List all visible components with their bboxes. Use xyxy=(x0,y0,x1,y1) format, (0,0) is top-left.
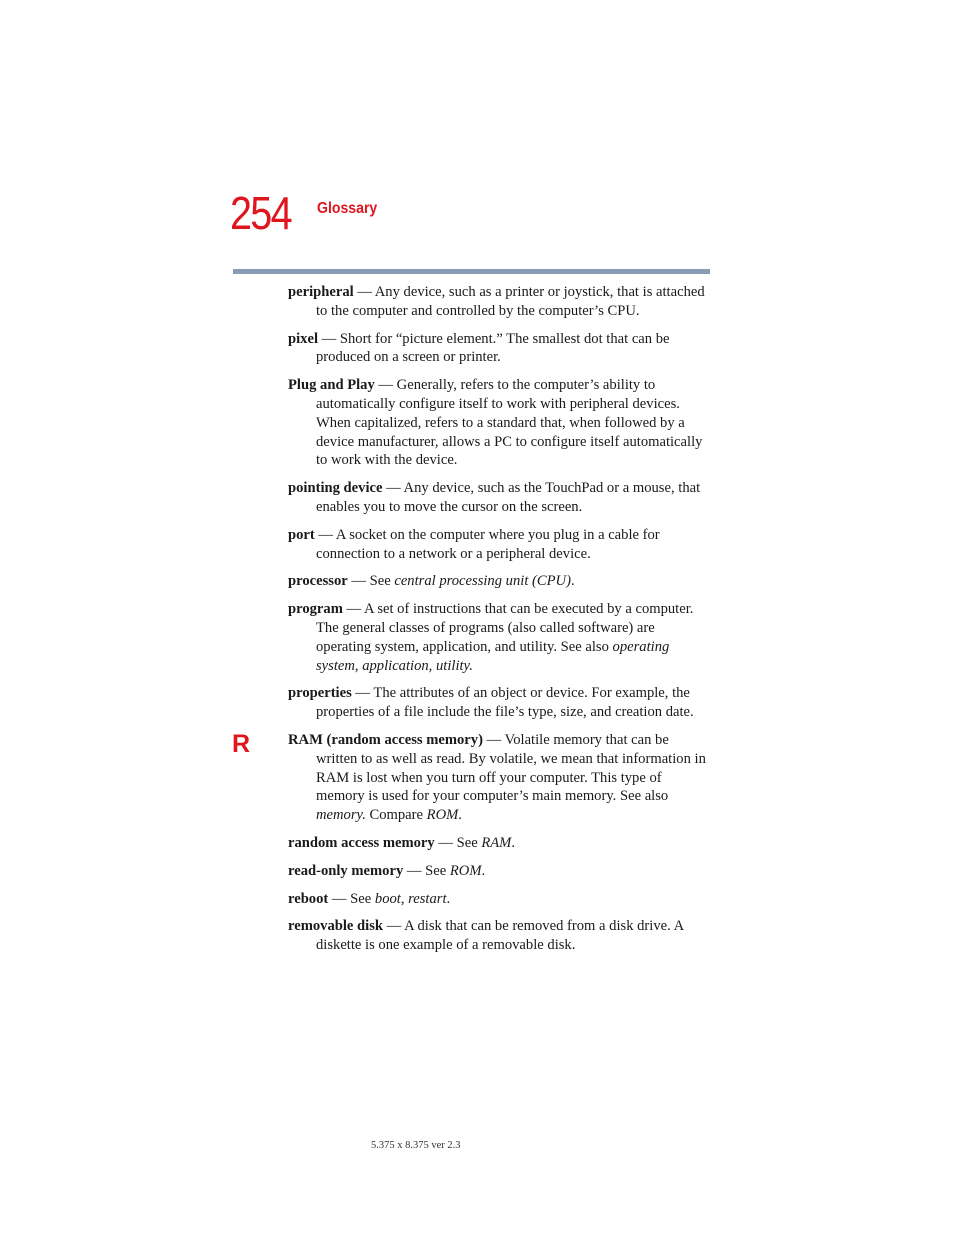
definition-text: — See xyxy=(328,890,375,907)
definition-text: Compare xyxy=(365,807,427,824)
glossary-term: random access memory xyxy=(288,834,435,851)
definition-text: . xyxy=(481,862,486,879)
cross-reference-text: boot xyxy=(374,890,401,907)
cross-reference-text: RAM xyxy=(481,834,512,851)
cross-reference-text: ROM xyxy=(426,807,459,824)
glossary-entries xyxy=(288,283,712,964)
glossary-term: pixel xyxy=(288,330,318,347)
definition-text: — Any device, such as a printer or joystick, that is attached to the computer and controlled by the computer’s CPU. xyxy=(316,284,705,319)
glossary-entry xyxy=(288,330,712,368)
glossary-term: Plug and Play xyxy=(288,377,375,394)
glossary-entry xyxy=(288,890,712,909)
definition-text: . xyxy=(511,834,515,851)
glossary-entry xyxy=(288,376,712,470)
glossary-term: read-only memory xyxy=(288,862,404,879)
definition-text: — A socket on the computer where you plug in a cable for connection to a network or a peripheral device. xyxy=(314,526,660,562)
cross-reference-text: memory. xyxy=(316,807,366,824)
glossary-term: pointing device xyxy=(288,480,383,497)
header-divider xyxy=(233,269,710,274)
definition-text: — A set of instructions that can be executed by a computer. The general classes of programs (also called software) are operating system, application, and utility. See also xyxy=(316,601,694,655)
definition-text: — Generally, refers to the computer’s ability to automatically configure itself to work with peripheral devices. When capitalized, refers to a standard that, when followed by a device manufacturer, allows a PC to configure itself automatically to work with the device. xyxy=(316,377,703,469)
glossary-term: removable disk xyxy=(288,918,384,935)
footer-version-note: 5.375 x 8.375 ver 2.3 xyxy=(371,1140,461,1151)
definition-text: — Short for “picture element.” The smallest dot that can be produced on a screen or printer. xyxy=(316,330,670,366)
cross-reference-text: central processing unit (CPU) xyxy=(394,573,571,590)
glossary-entry xyxy=(288,834,712,853)
page-number: 254 xyxy=(230,187,291,239)
definition-text: — See xyxy=(403,862,450,879)
definition-text: — Any device, such as the TouchPad or a mouse, that enables you to move the cursor on the screen. xyxy=(316,480,701,515)
definition-text: . xyxy=(570,573,575,590)
glossary-term: reboot xyxy=(288,890,329,907)
glossary-entry xyxy=(288,862,712,881)
section-title: Glossary xyxy=(317,200,378,217)
glossary-entry xyxy=(288,600,712,675)
glossary-term: port xyxy=(288,526,315,543)
glossary-term: properties xyxy=(288,685,352,702)
glossary-term: RAM (random access memory) xyxy=(288,731,483,748)
cross-reference-text: ROM xyxy=(449,862,482,879)
definition-text: — Volatile memory that can be written to as well as read. By volatile, we mean that information in RAM is lost when you turn off your computer. This type of memory is used for your computer’s main memory. See also xyxy=(316,731,706,805)
glossary-entry xyxy=(288,526,712,564)
glossary-term: processor xyxy=(288,573,348,590)
glossary-entry xyxy=(288,283,712,321)
definition-text: — A disk that can be removed from a disk drive. A diskette is one example of a removable disk. xyxy=(316,918,684,954)
definition-text: . xyxy=(446,890,451,907)
glossary-term: program xyxy=(288,601,343,618)
glossary-entry xyxy=(288,684,712,722)
definition-text: , xyxy=(400,890,409,907)
definition-text: . xyxy=(458,807,462,824)
glossary-entry xyxy=(288,572,712,591)
cross-reference-text: restart xyxy=(408,890,447,907)
definition-text: — The attributes of an object or device. For example, the properties of a file include the file’s type, size, and creation date. xyxy=(316,685,694,721)
glossary-entry xyxy=(288,731,712,825)
cross-reference-text: operating system, application, utility. xyxy=(316,638,670,674)
definition-text: — See xyxy=(434,834,482,851)
glossary-entry xyxy=(288,479,712,517)
glossary-entry xyxy=(288,917,712,955)
glossary-term: peripheral xyxy=(288,284,354,300)
section-letter-marker: R xyxy=(232,730,251,758)
definition-text: — See xyxy=(347,573,395,590)
